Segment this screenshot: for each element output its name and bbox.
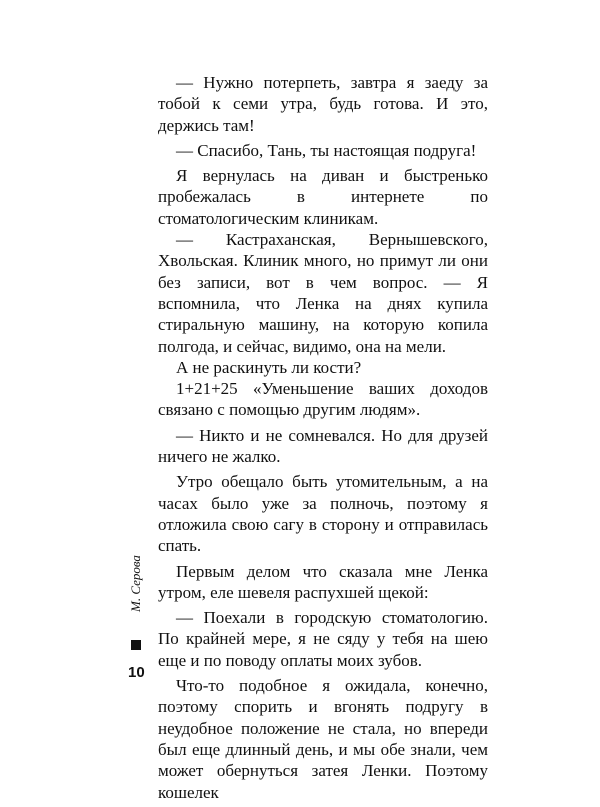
body-text (158, 72, 488, 807)
paragraph: — Поехали в городскую стоматологию. По крайней мере, я не сяду у тебя на шею еще и по поводу оплаты моих зубов. (158, 608, 488, 670)
paragraph: А не раскинуть ли кости? (176, 357, 362, 377)
paragraph: Я вернулась на диван и быстренько пробежалась в интернете по стоматологическим клиникам. (158, 166, 488, 228)
paragraph: — Никто и не сомневался. Но для друзей ничего не жалко. (158, 425, 488, 467)
paragraph: — Нужно потерпеть, завтра я заеду за тобой к семи утра, будь готова. И это, держись там! (158, 73, 488, 135)
page-number: 10 (128, 664, 145, 681)
paragraph: 1+21+25 «Уменьшение ваших доходов связано с помощью другим людям». (158, 379, 488, 420)
paragraph: Что-то подобное я ожидала, конечно, поэтому спорить и вгонять подругу в неудобное положение не стала, но впереди был еще длинный день, и мы обе знали, чем может обернуться затея Ленки. Поэтому кошелек (158, 676, 488, 802)
running-author: М. Серова (128, 555, 143, 612)
paragraph: — Спасибо, Тань, ты настоящая подруга! (176, 140, 477, 160)
paragraph: Утро обещало быть утомительным, а на часах было уже за полночь, поэтому я отложила свою сагу в сторону и отправилась спать. (158, 472, 488, 556)
paragraph: Первым делом что сказала мне Ленка утром, еле шевеля распухшей щекой: (158, 561, 488, 602)
square-marker-icon (131, 640, 141, 650)
paragraph: — Кастраханская, Вернышевского, Хвольская. Клиник много, но примут ли они без записи, вот в чем вопрос. — Я вспомнила, что Ленка на днях купила стиральную машину, на которую копила полгода, и сейчас, видимо, она на мели. (158, 230, 488, 356)
